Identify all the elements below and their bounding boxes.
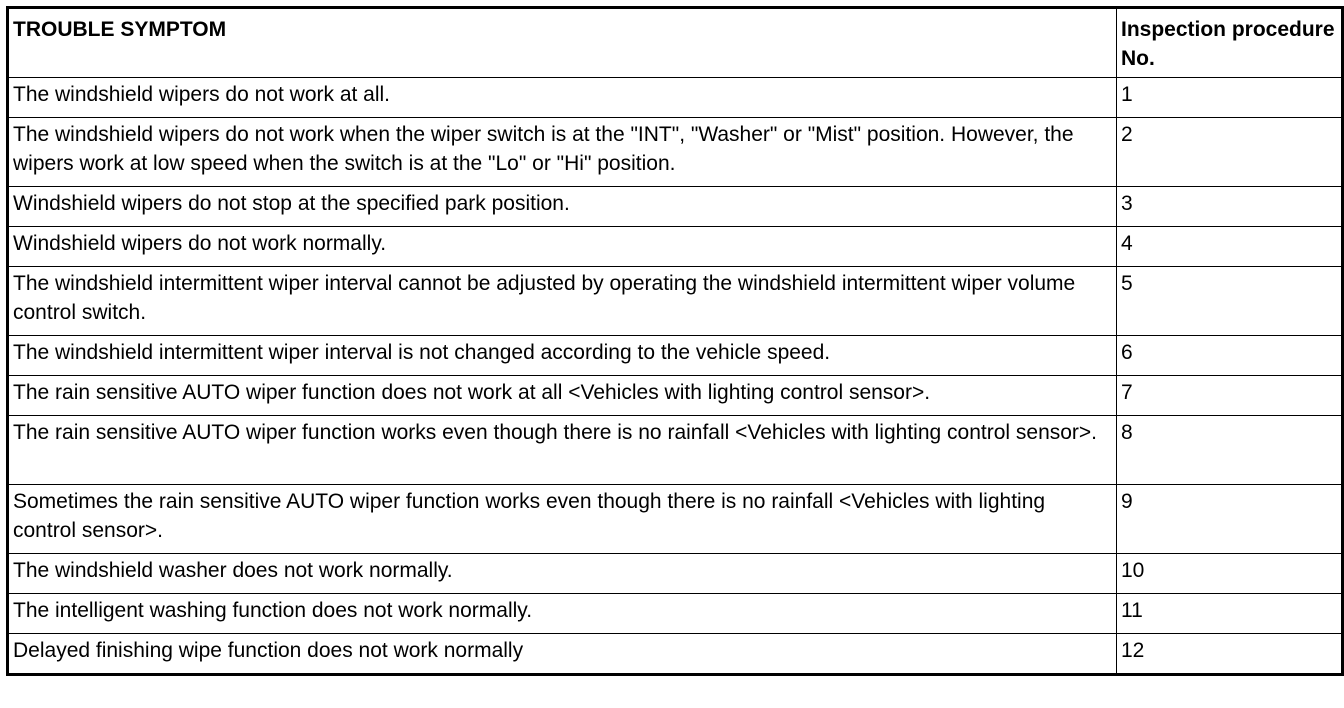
- procedure-number-cell: 5: [1117, 267, 1343, 336]
- table-row: [8, 634, 1343, 675]
- table-row: [8, 78, 1343, 118]
- procedure-number-cell: 2: [1117, 118, 1343, 187]
- procedure-number-cell: 12: [1117, 634, 1343, 675]
- symptom-cell: The windshield wipers do not work at all.: [8, 78, 1117, 118]
- procedure-number-cell: 7: [1117, 376, 1343, 416]
- symptom-cell: The windshield intermittent wiper interval is not changed according to the vehicle speed.: [8, 336, 1117, 376]
- symptom-cell: The rain sensitive AUTO wiper function works even though there is no rainfall <Vehicles with lighting control sensor>.: [8, 416, 1117, 485]
- header-row: [8, 8, 1343, 78]
- table-row: [8, 416, 1343, 485]
- symptom-cell: Windshield wipers do not work normally.: [8, 227, 1117, 267]
- symptom-cell: Windshield wipers do not stop at the specified park position.: [8, 187, 1117, 227]
- procedure-number-cell: 11: [1117, 594, 1343, 634]
- table-row: [8, 187, 1343, 227]
- table-row: [8, 267, 1343, 336]
- symptom-cell: The rain sensitive AUTO wiper function does not work at all <Vehicles with lighting control sensor>.: [8, 376, 1117, 416]
- table-row: [8, 227, 1343, 267]
- procedure-number-cell: 1: [1117, 78, 1343, 118]
- symptom-cell: The intelligent washing function does not work normally.: [8, 594, 1117, 634]
- procedure-number-cell: 9: [1117, 485, 1343, 554]
- symptom-cell: Sometimes the rain sensitive AUTO wiper function works even though there is no rainfall <Vehicles with lighting control sensor>.: [8, 485, 1117, 554]
- symptom-cell: The windshield intermittent wiper interval cannot be adjusted by operating the windshield intermittent wiper volume control switch.: [8, 267, 1117, 336]
- symptom-cell: The windshield washer does not work normally.: [8, 554, 1117, 594]
- header-inspection-procedure-no: Inspection procedure No.: [1117, 8, 1343, 78]
- table-row: [8, 485, 1343, 554]
- procedure-number-cell: 3: [1117, 187, 1343, 227]
- table-row: [8, 554, 1343, 594]
- trouble-symptom-table: [6, 6, 1344, 676]
- procedure-number-cell: 10: [1117, 554, 1343, 594]
- symptom-cell: Delayed finishing wipe function does not work normally: [8, 634, 1117, 675]
- procedure-number-cell: 6: [1117, 336, 1343, 376]
- table-row: [8, 118, 1343, 187]
- procedure-number-cell: 8: [1117, 416, 1343, 485]
- table-row: [8, 376, 1343, 416]
- header-trouble-symptom: TROUBLE SYMPTOM: [8, 8, 1117, 78]
- symptom-cell: The windshield wipers do not work when the wiper switch is at the "INT", "Washer" or "Mist" position. However, the wipers work at low speed when the switch is at the "Lo" or "Hi" position.: [8, 118, 1117, 187]
- table-row: [8, 594, 1343, 634]
- table-row: [8, 336, 1343, 376]
- procedure-number-cell: 4: [1117, 227, 1343, 267]
